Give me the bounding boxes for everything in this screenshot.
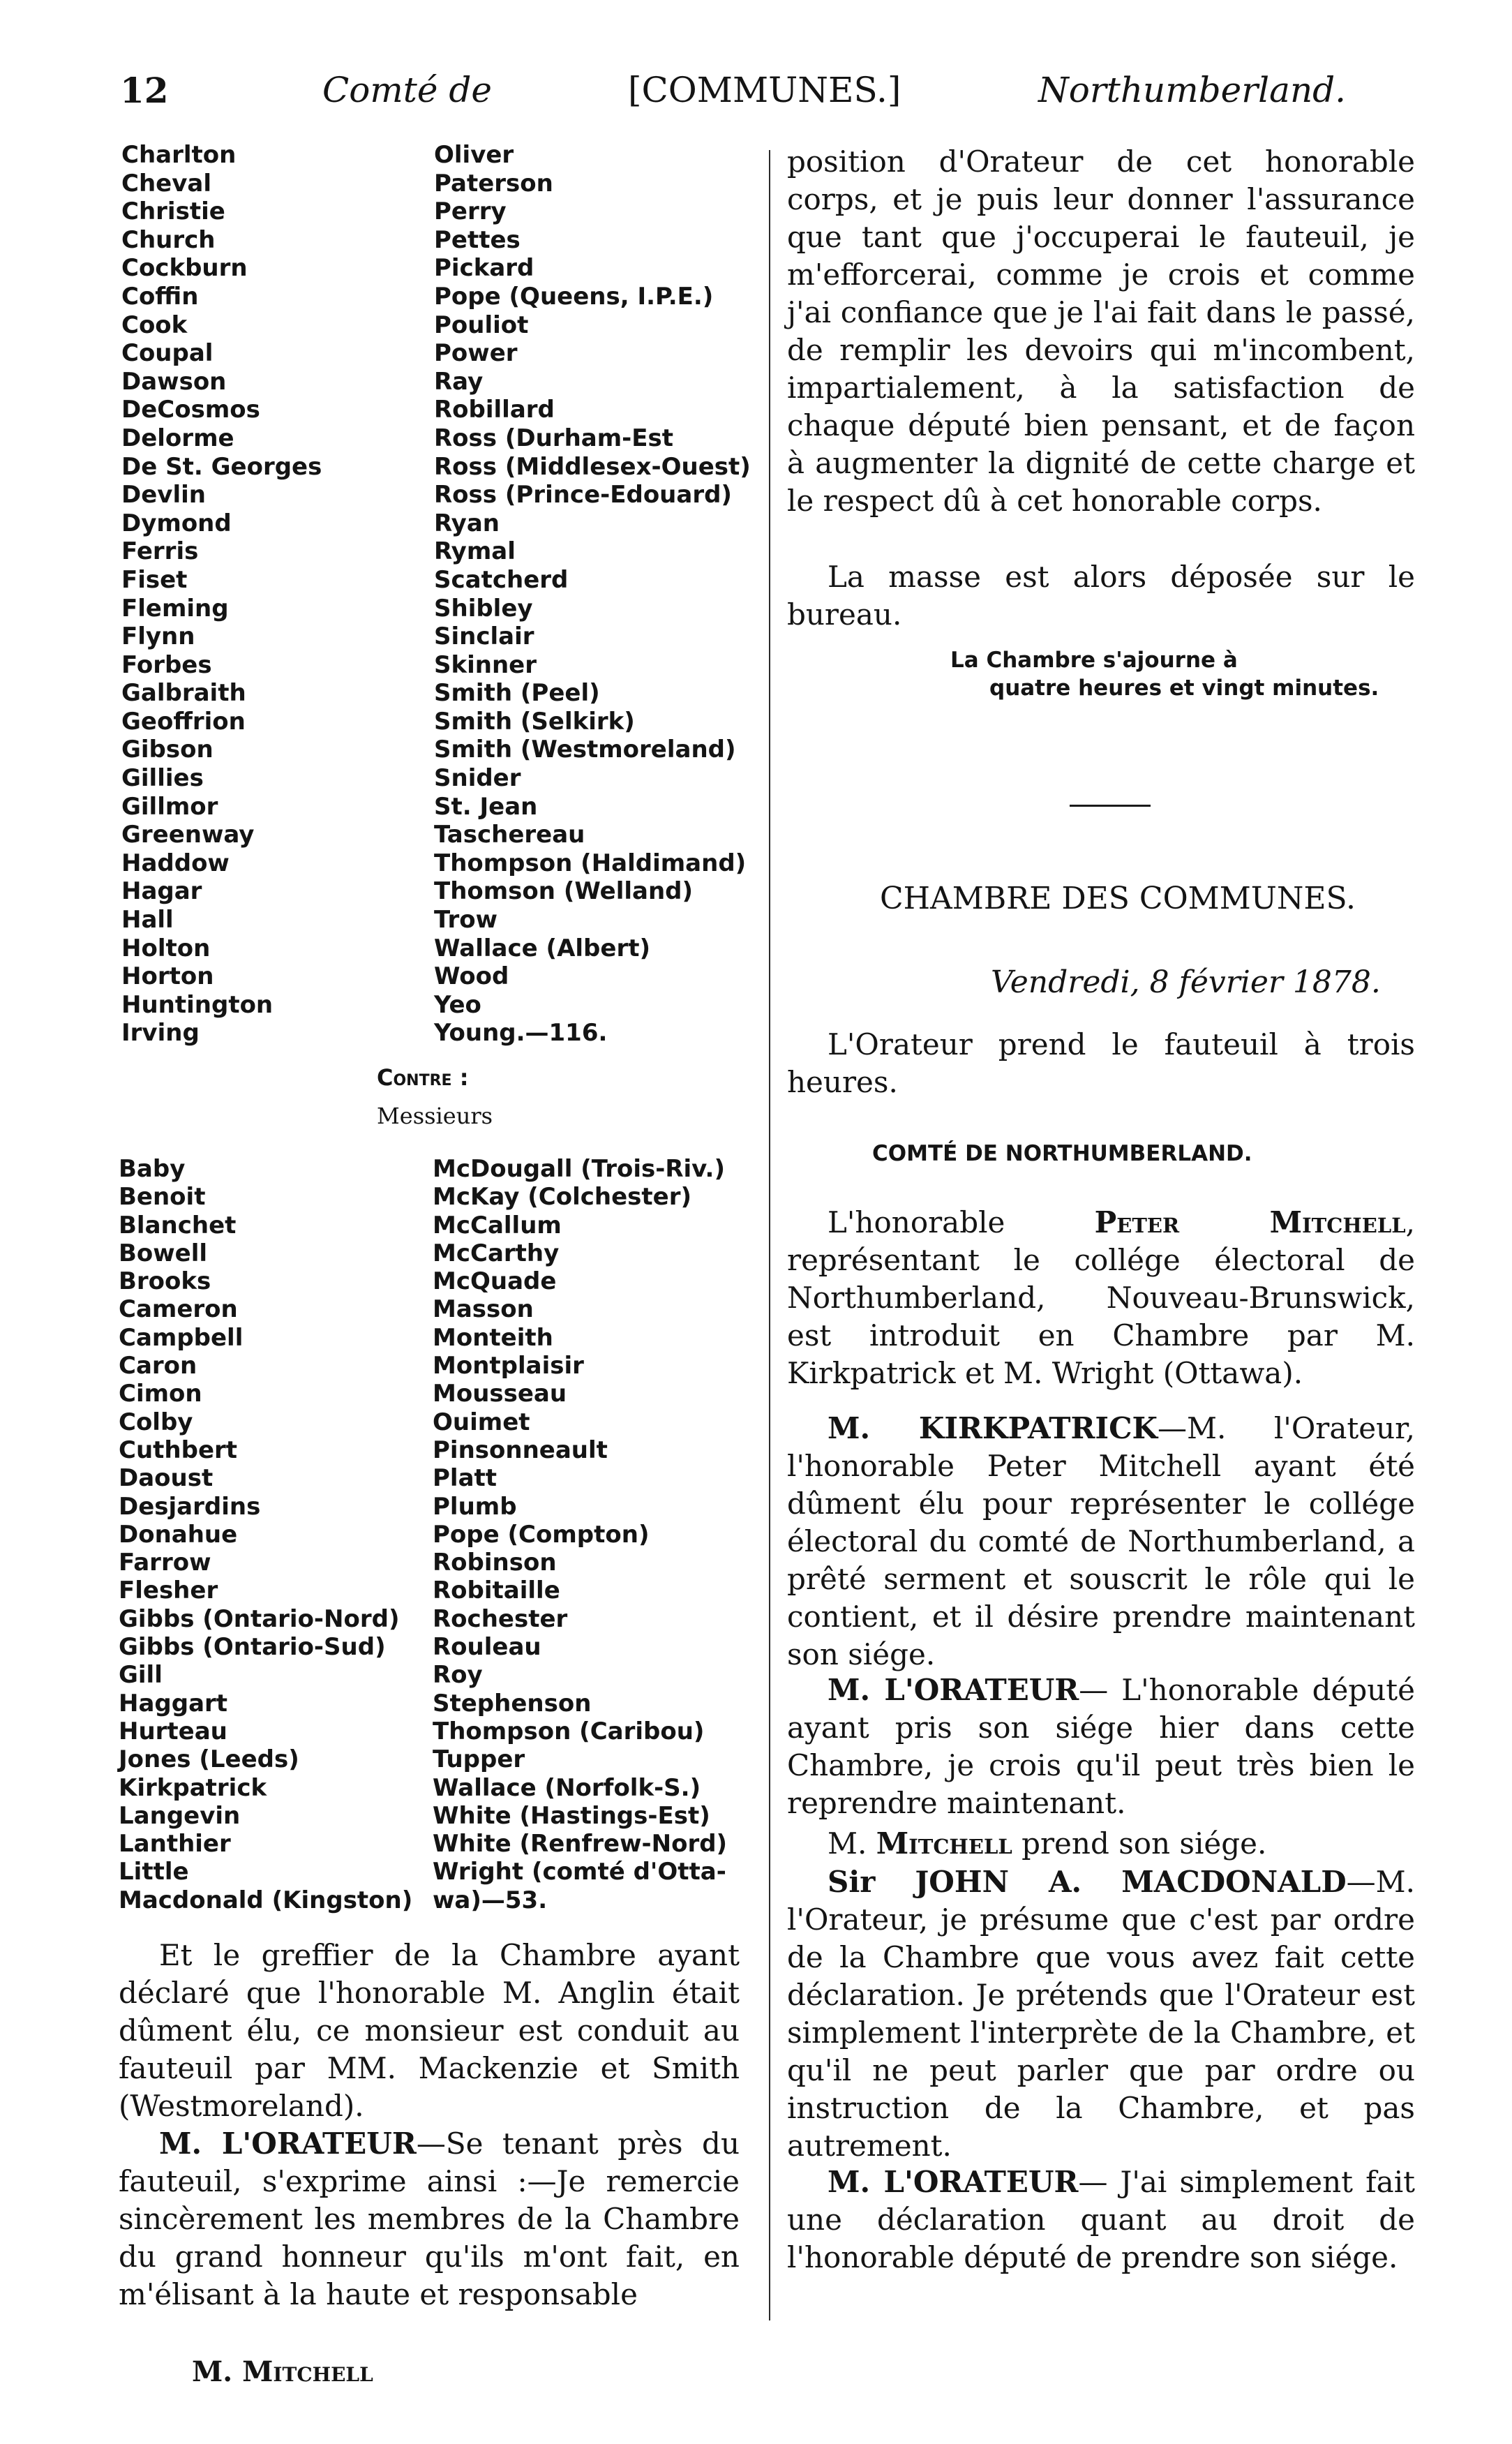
member-name-item: McDougall (Trois-Riv.) — [433, 1155, 726, 1183]
member-name-item: Trow — [434, 906, 497, 934]
member-name-item: Hurteau — [119, 1717, 227, 1745]
member-name-item: Dymond — [121, 509, 232, 537]
intro-text-a: L'honorable — [828, 1205, 1095, 1239]
member-name-item: Fleming — [121, 594, 229, 623]
adjournment-line-1: La Chambre s'ajourne à — [950, 648, 1238, 673]
paragraph-opening-text: L'Orateur prend le fauteuil à trois heures. — [787, 1027, 1415, 1099]
member-name-item: Robitaille — [433, 1577, 560, 1605]
member-name-item: wa)—53. — [433, 1886, 548, 1914]
member-name-item: Baby — [119, 1155, 186, 1183]
section-rule — [1070, 805, 1151, 807]
member-name-item: Dawson — [121, 367, 227, 396]
member-name-item: Galbraith — [121, 679, 246, 708]
member-name-item: Cheval — [121, 169, 211, 198]
member-name-item: Forbes — [121, 650, 212, 679]
member-name-item: Ouimet — [433, 1408, 530, 1436]
member-name-item: McQuade — [433, 1267, 557, 1296]
member-name-item: Donahue — [119, 1520, 238, 1549]
member-name-item: Ross (Middlesex-Ouest) — [434, 452, 751, 481]
member-name-item: Holton — [121, 934, 211, 962]
member-name-item: Scatcherd — [434, 565, 569, 594]
member-name-item: Rouleau — [433, 1633, 541, 1662]
member-name-item: Wright (comté d'Otta- — [433, 1858, 726, 1886]
member-name-item: Ray — [434, 367, 484, 396]
member-name-item: Langevin — [119, 1801, 241, 1830]
paragraph-kirkpatrick — [787, 1410, 1415, 1674]
member-name-item: Gillmor — [121, 792, 218, 821]
speech-text: —M. l'Orateur, l'honorable Peter Mitchell ayant été dûment élu pour représenter le collége électoral du comté de Northumberland, a prêté serment et souscrit le rôle qui le contient, et il désire prendre maintenant son siége. — [787, 1411, 1415, 1671]
paragraph-opening — [787, 1026, 1415, 1101]
member-name-item: McKay (Colchester) — [433, 1183, 692, 1212]
member-name-item: Rochester — [433, 1604, 568, 1633]
seat-text-b: prend son siége. — [1012, 1826, 1267, 1861]
paragraph-orateur-final — [787, 2163, 1415, 2277]
yeas-list-column-2 — [434, 141, 751, 1048]
member-name-item: Wallace (Norfolk-S.) — [433, 1773, 701, 1802]
running-head-left: Comté de — [322, 70, 492, 110]
member-name-item: Hall — [121, 906, 174, 934]
member-name-item: De St. Georges — [121, 452, 322, 481]
member-name-item: Charlton — [121, 141, 237, 169]
member-name-item: Yeo — [434, 990, 481, 1019]
member-name-item: Delorme — [121, 424, 234, 452]
member-name-item: Power — [434, 339, 518, 368]
member-name-item: Church — [121, 225, 216, 254]
member-name-item: Gibbs (Ontario-Nord) — [119, 1604, 400, 1633]
member-name-item: Pinsonneault — [433, 1436, 608, 1464]
contre-heading: Contre : — [377, 1064, 469, 1091]
member-name-item: Roy — [433, 1661, 483, 1690]
member-name-item: Blanchet — [119, 1211, 237, 1239]
member-name-item: Campbell — [119, 1323, 244, 1352]
paragraph-masse — [787, 558, 1415, 634]
member-name-item: Robillard — [434, 396, 555, 424]
yeas-list-column-1 — [121, 141, 322, 1048]
member-name-item: Pettes — [434, 225, 521, 254]
speaker-name: M. L'ORATEUR — [828, 2165, 1079, 2199]
member-name-item: Masson — [433, 1295, 534, 1324]
member-name-item: Hagar — [121, 877, 202, 906]
member-name-item: Kirkpatrick — [119, 1773, 267, 1802]
member-name-item: Snider — [434, 764, 521, 793]
member-name-item: Smith (Selkirk) — [434, 707, 635, 736]
member-name-item: White (Hastings-Est) — [433, 1801, 710, 1830]
member-name-item: Flesher — [119, 1577, 218, 1605]
member-name-item: Taschereau — [434, 821, 585, 849]
member-name-item: Smith (Peel) — [434, 679, 600, 708]
member-name-item: Cockburn — [121, 254, 248, 283]
paragraph-macdonald — [787, 1863, 1415, 2165]
member-name-item: Christie — [121, 198, 225, 226]
nays-list-column-1 — [119, 1155, 412, 1914]
member-name-item: Horton — [121, 962, 214, 991]
member-name-item: DeCosmos — [121, 396, 260, 424]
member-name-item: Ross (Durham-Est — [434, 424, 673, 452]
member-name-item: Ferris — [121, 537, 199, 566]
member-name-item: Pickard — [434, 254, 534, 283]
speech-text: — J'ai simplement fait une déclaration quant au droit de l'honorable député de prendre son siége. — [787, 2165, 1416, 2274]
paragraph-greffier-text: Et le greffier de la Chambre ayant déclaré que l'honorable M. Anglin était dûment élu, ce monsieur est conduit au fauteuil par MM. Mackenzie et Smith (Westmoreland). — [119, 1938, 740, 2123]
nays-list-column-2 — [433, 1155, 727, 1914]
speech-text: — L'honorable député ayant pris son siége hier dans cette Chambre, je crois qu'il peut très bien le reprendre maintenant. — [787, 1673, 1415, 1820]
intro-text-b: , représentant le collége électoral de Northumberland, Nouveau-Brunswick, est introduit en Chambre par M. Kirkpatrick et M. Wright (Ottawa). — [787, 1205, 1415, 1390]
member-name-item: Ross (Prince-Edouard) — [434, 481, 732, 509]
member-name-item: Fiset — [121, 565, 188, 594]
member-name-item: Platt — [433, 1464, 497, 1493]
speaker-name: M. L'ORATEUR — [828, 1673, 1079, 1707]
member-name-item: Montplaisir — [433, 1352, 584, 1380]
section-subheading: COMTÉ DE NORTHUMBERLAND. — [872, 1141, 1252, 1166]
member-name-item: Benoit — [119, 1183, 206, 1212]
paragraph-greffier — [119, 1937, 740, 2125]
paragraph-introduction — [787, 1204, 1415, 1392]
member-name-item: Shibley — [434, 594, 533, 623]
messieurs-heading: Messieurs — [377, 1103, 493, 1129]
member-name-item: Pouliot — [434, 311, 529, 339]
member-name-item: Pope (Queens, I.P.E.) — [434, 282, 714, 311]
paragraph-position — [787, 143, 1415, 520]
member-name-item: Rymal — [434, 537, 516, 566]
member-name-item: Cameron — [119, 1295, 238, 1324]
adjournment-line-2: quatre heures et vingt minutes. — [989, 676, 1379, 701]
member-name-item: Robinson — [433, 1549, 557, 1577]
member-name-item: Monteith — [433, 1323, 553, 1352]
speech-text: —Se tenant près du fauteuil, s'exprime ainsi :—Je remercie sincèrement les membres de la Chambre du grand honneur qu'ils m'ont fait, en m'élisant à la haute et responsable — [119, 2126, 740, 2311]
member-name-item: Geoffrion — [121, 707, 246, 736]
member-name-item: McCarthy — [433, 1239, 560, 1267]
member-name-item: Gibson — [121, 736, 214, 764]
member-name-item: Devlin — [121, 481, 206, 509]
member-name-item: Thomson (Welland) — [434, 877, 694, 906]
member-name-item: Perry — [434, 198, 507, 226]
member-name-item: Thompson (Haldimand) — [434, 849, 747, 877]
member-name-item: Cimon — [119, 1380, 202, 1408]
member-name-item: Thompson (Caribou) — [433, 1717, 705, 1745]
member-name-item: Plumb — [433, 1492, 517, 1521]
paragraph-mitchell-seat — [787, 1825, 1415, 1863]
member-name-item: Macdonald (Kingston) — [119, 1886, 413, 1914]
member-name-item: McCallum — [433, 1211, 562, 1239]
member-name-item: Irving — [121, 1019, 200, 1048]
running-head-right: Northumberland. — [1038, 70, 1347, 110]
seat-text-a: M. — [828, 1826, 876, 1861]
member-name-item: Gill — [119, 1661, 163, 1690]
member-name-item: Ryan — [434, 509, 500, 537]
member-name-item: St. Jean — [434, 792, 538, 821]
speech-text: —M. l'Orateur, je présume que c'est par ordre de la Chambre que vous avez fait cette déclaration. Je prétends que l'Orateur est simplement l'interprète de la Chambre, et qu'il ne peut parler que par ordre ou instruction de la Chambre, et pas autrement. — [787, 1865, 1415, 2163]
member-name-item: Desjardins — [119, 1492, 261, 1521]
member-name-item: Bowell — [119, 1239, 208, 1267]
member-name-item: Greenway — [121, 821, 255, 849]
member-name-item: Wood — [434, 962, 509, 991]
paragraph-orateur-speech — [119, 2125, 740, 2313]
member-name-item: Huntington — [121, 990, 274, 1019]
running-head-center: [COMMUNES.] — [628, 70, 901, 110]
member-name-item: Stephenson — [433, 1689, 592, 1717]
member-name-item: Haggart — [119, 1689, 228, 1717]
speaker-name: M. L'ORATEUR — [159, 2126, 417, 2161]
column-divider — [769, 150, 770, 2320]
member-name-item: Sinclair — [434, 623, 534, 651]
member-name: Mitchell — [876, 1826, 1012, 1861]
member-name-item: Wallace (Albert) — [434, 934, 651, 962]
paragraph-orateur-reply — [787, 1671, 1415, 1822]
member-name-item: Cook — [121, 311, 188, 339]
member-name-item: Mousseau — [433, 1380, 567, 1408]
catchword: M. Mitchell — [192, 2355, 373, 2388]
member-name-item: Gibbs (Ontario-Sud) — [119, 1633, 386, 1662]
member-name-item: Little — [119, 1858, 189, 1886]
member-name-item: Colby — [119, 1408, 193, 1436]
member-name-item: Jones (Leeds) — [119, 1745, 299, 1774]
member-name-item: Farrow — [119, 1549, 211, 1577]
member-name-item: Daoust — [119, 1464, 214, 1493]
member-name-item: Brooks — [119, 1267, 211, 1296]
member-name-item: Lanthier — [119, 1830, 231, 1858]
speaker-name: Sir JOHN A. MACDONALD — [828, 1865, 1347, 1899]
member-name-item: Smith (Westmoreland) — [434, 736, 736, 764]
member-name-item: Paterson — [434, 169, 553, 198]
paragraph-position-text: position d'Orateur de cet honorable corps, et je puis leur donner l'assurance que tant que j'occuperai le fauteuil, je m'efforcerai, comme je crois et comme j'ai confiance que je l'ai fait dans le passé, de remplir les devoirs qui m'incombent, impartialement, à la satisfaction de chaque député bien pensant, et de façon à augmenter la dignité de cette charge et le respect dû à cet honorable corps. — [787, 144, 1415, 518]
member-name-item: Caron — [119, 1352, 197, 1380]
member-name-item: Coffin — [121, 282, 199, 311]
chamber-title: CHAMBRE DES COMMUNES. — [879, 881, 1356, 916]
member-name-item: Cuthbert — [119, 1436, 238, 1464]
member-name-item: Haddow — [121, 849, 230, 877]
member-name-item: Young.—116. — [434, 1019, 608, 1048]
member-name-item: Oliver — [434, 141, 514, 169]
member-name-item: Coupal — [121, 339, 214, 368]
member-name-item: Skinner — [434, 650, 537, 679]
speaker-name: M. KIRKPATRICK — [828, 1411, 1158, 1445]
member-name-item: Tupper — [433, 1745, 525, 1774]
session-date: Vendredi, 8 février 1878. — [991, 964, 1381, 1000]
member-name-item: Gillies — [121, 764, 204, 793]
member-name: Peter Mitchell — [1094, 1205, 1406, 1239]
member-name-item: White (Renfrew-Nord) — [433, 1830, 728, 1858]
page-number: 12 — [120, 70, 169, 111]
member-name-item: Flynn — [121, 623, 195, 651]
paragraph-masse-text: La masse est alors déposée sur le bureau. — [787, 560, 1415, 632]
member-name-item: Pope (Compton) — [433, 1520, 650, 1549]
